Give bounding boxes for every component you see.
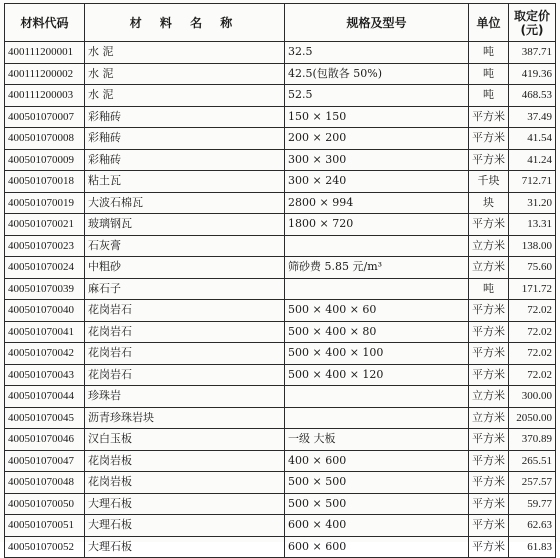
material-name-cell: 彩釉砖: [85, 106, 285, 128]
spec-model-cell: [285, 407, 469, 429]
spec-model-cell: 1800 × 720: [285, 214, 469, 236]
unit-cell: 平方米: [469, 300, 509, 322]
material-name-cell: 大波石棉瓦: [85, 192, 285, 214]
unit-cell: 立方米: [469, 257, 509, 279]
material-code-cell: 400501070050: [5, 493, 85, 515]
table-row: [5, 257, 556, 279]
table-row: [5, 343, 556, 365]
unit-cell: 千块: [469, 171, 509, 193]
material-name-cell: 水 泥: [85, 63, 285, 85]
price-cell: 37.49: [509, 106, 556, 128]
spec-model-cell: 500 × 500: [285, 493, 469, 515]
material-name-cell: 石灰膏: [85, 235, 285, 257]
price-cell: 138.00: [509, 235, 556, 257]
table-row: [5, 149, 556, 171]
spec-model-cell: 500 × 400 × 100: [285, 343, 469, 365]
price-cell: 72.02: [509, 321, 556, 343]
spec-model-cell: 2800 × 994: [285, 192, 469, 214]
price-cell: 712.71: [509, 171, 556, 193]
material-name-cell: 大理石板: [85, 536, 285, 558]
material-name-cell: 花岗岩石: [85, 300, 285, 322]
spec-model-cell: 300 × 300: [285, 149, 469, 171]
material-name-cell: 大理石板: [85, 515, 285, 537]
unit-cell: 平方米: [469, 214, 509, 236]
price-cell: 265.51: [509, 450, 556, 472]
unit-cell: 吨: [469, 42, 509, 64]
table-row: [5, 450, 556, 472]
material-code-cell: 400501070023: [5, 235, 85, 257]
material-name-cell: 花岗岩石: [85, 364, 285, 386]
price-cell: 41.24: [509, 149, 556, 171]
unit-cell: 平方米: [469, 149, 509, 171]
table-row: [5, 235, 556, 257]
table-row: [5, 214, 556, 236]
header-material-name: 材 料 名 称: [85, 4, 285, 42]
unit-cell: 平方米: [469, 364, 509, 386]
material-code-cell: 400501070043: [5, 364, 85, 386]
price-cell: 61.83: [509, 536, 556, 558]
spec-model-cell: 200 × 200: [285, 128, 469, 150]
unit-cell: 立方米: [469, 407, 509, 429]
price-cell: 72.02: [509, 300, 556, 322]
price-cell: 62.63: [509, 515, 556, 537]
table-row: [5, 321, 556, 343]
spec-model-cell: 一级 大板: [285, 429, 469, 451]
material-name-cell: 沥青珍珠岩块: [85, 407, 285, 429]
material-code-cell: 400501070051: [5, 515, 85, 537]
table-row: [5, 192, 556, 214]
material-price-table: [4, 3, 556, 558]
material-name-cell: 汉白玉板: [85, 429, 285, 451]
material-name-cell: 花岗岩板: [85, 472, 285, 494]
unit-cell: 平方米: [469, 106, 509, 128]
material-name-cell: 麻石子: [85, 278, 285, 300]
material-code-cell: 400501070040: [5, 300, 85, 322]
price-cell: 72.02: [509, 343, 556, 365]
material-name-cell: 大理石板: [85, 493, 285, 515]
material-name-cell: 彩釉砖: [85, 149, 285, 171]
material-code-cell: 400501070007: [5, 106, 85, 128]
price-cell: 370.89: [509, 429, 556, 451]
material-name-cell: 水 泥: [85, 42, 285, 64]
table-row: [5, 85, 556, 107]
material-code-cell: 400501070039: [5, 278, 85, 300]
material-name-cell: 粘土瓦: [85, 171, 285, 193]
spec-model-cell: 500 × 400 × 60: [285, 300, 469, 322]
unit-cell: 平方米: [469, 515, 509, 537]
unit-cell: 平方米: [469, 450, 509, 472]
material-name-cell: 珍珠岩: [85, 386, 285, 408]
price-cell: 41.54: [509, 128, 556, 150]
unit-cell: 平方米: [469, 343, 509, 365]
unit-cell: 平方米: [469, 493, 509, 515]
spec-model-cell: 筛砂费 5.85 元/m³: [285, 257, 469, 279]
table-body: [5, 42, 556, 558]
price-cell: 300.00: [509, 386, 556, 408]
unit-cell: 平方米: [469, 429, 509, 451]
unit-cell: 吨: [469, 278, 509, 300]
table-row: [5, 300, 556, 322]
spec-model-cell: 32.5: [285, 42, 469, 64]
material-code-cell: 400501070041: [5, 321, 85, 343]
price-cell: 75.60: [509, 257, 556, 279]
price-cell: 171.72: [509, 278, 556, 300]
table-row: [5, 364, 556, 386]
price-cell: 13.31: [509, 214, 556, 236]
material-code-cell: 400111200003: [5, 85, 85, 107]
unit-cell: 吨: [469, 85, 509, 107]
header-unit: 单位: [469, 4, 509, 42]
price-cell: 59.77: [509, 493, 556, 515]
material-name-cell: 花岗岩石: [85, 321, 285, 343]
header-price-line2: (元): [520, 22, 544, 37]
spec-model-cell: 500 × 400 × 120: [285, 364, 469, 386]
price-cell: 257.57: [509, 472, 556, 494]
table-row: [5, 171, 556, 193]
table-row: [5, 42, 556, 64]
spec-model-cell: 400 × 600: [285, 450, 469, 472]
spec-model-cell: 600 × 400: [285, 515, 469, 537]
spec-model-cell: [285, 278, 469, 300]
material-code-cell: 400501070008: [5, 128, 85, 150]
material-name-cell: 中粗砂: [85, 257, 285, 279]
unit-cell: 平方米: [469, 472, 509, 494]
table-row: [5, 386, 556, 408]
material-code-cell: 400111200002: [5, 63, 85, 85]
spec-model-cell: 52.5: [285, 85, 469, 107]
table-row: [5, 278, 556, 300]
unit-cell: 平方米: [469, 128, 509, 150]
price-cell: 468.53: [509, 85, 556, 107]
material-name-cell: 花岗岩板: [85, 450, 285, 472]
material-name-cell: 花岗岩石: [85, 343, 285, 365]
table-row: [5, 429, 556, 451]
material-code-cell: 400501070046: [5, 429, 85, 451]
table-row: [5, 407, 556, 429]
material-code-cell: 400501070019: [5, 192, 85, 214]
price-cell: 2050.00: [509, 407, 556, 429]
material-name-cell: 玻璃钢瓦: [85, 214, 285, 236]
table-row: [5, 515, 556, 537]
spec-model-cell: [285, 386, 469, 408]
material-name-cell: 水 泥: [85, 85, 285, 107]
table-row: [5, 128, 556, 150]
table-row: [5, 493, 556, 515]
unit-cell: 立方米: [469, 235, 509, 257]
table-row: [5, 106, 556, 128]
table-row: [5, 63, 556, 85]
table-row: [5, 472, 556, 494]
spec-model-cell: 42.5(包散各 50%): [285, 63, 469, 85]
price-cell: 31.20: [509, 192, 556, 214]
material-code-cell: 400501070042: [5, 343, 85, 365]
header-set-price: [509, 4, 556, 42]
spec-model-cell: 150 × 150: [285, 106, 469, 128]
material-code-cell: 400501070047: [5, 450, 85, 472]
price-cell: 387.71: [509, 42, 556, 64]
table-header-row: [5, 4, 556, 42]
unit-cell: 立方米: [469, 386, 509, 408]
spec-model-cell: 500 × 400 × 80: [285, 321, 469, 343]
unit-cell: 块: [469, 192, 509, 214]
table-row: [5, 536, 556, 558]
material-code-cell: 400501070048: [5, 472, 85, 494]
unit-cell: 吨: [469, 63, 509, 85]
material-code-cell: 400501070018: [5, 171, 85, 193]
material-code-cell: 400501070052: [5, 536, 85, 558]
material-code-cell: 400111200001: [5, 42, 85, 64]
material-code-cell: 400501070021: [5, 214, 85, 236]
unit-cell: 平方米: [469, 536, 509, 558]
spec-model-cell: 300 × 240: [285, 171, 469, 193]
material-code-cell: 400501070009: [5, 149, 85, 171]
material-code-cell: 400501070044: [5, 386, 85, 408]
material-code-cell: 400501070045: [5, 407, 85, 429]
price-cell: 419.36: [509, 63, 556, 85]
spec-model-cell: [285, 235, 469, 257]
material-code-cell: 400501070024: [5, 257, 85, 279]
header-material-code: 材料代码: [5, 4, 85, 42]
header-spec-model: 规格及型号: [285, 4, 469, 42]
spec-model-cell: 600 × 600: [285, 536, 469, 558]
header-price-line1: 取定价: [513, 8, 550, 23]
material-name-cell: 彩釉砖: [85, 128, 285, 150]
unit-cell: 平方米: [469, 321, 509, 343]
spec-model-cell: 500 × 500: [285, 472, 469, 494]
price-cell: 72.02: [509, 364, 556, 386]
